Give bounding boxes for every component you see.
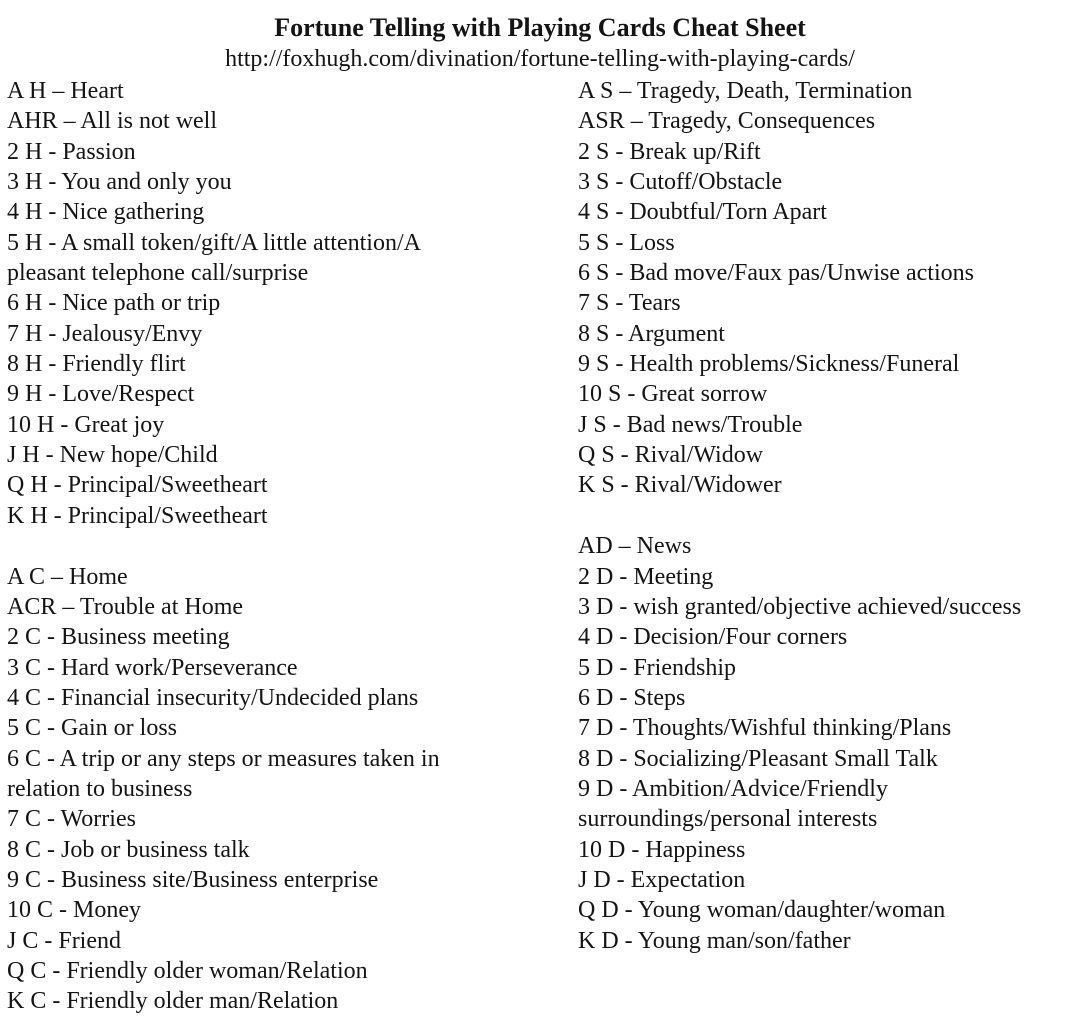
card-meaning-line: 9 H - Love/Respect (7, 381, 195, 408)
card-meaning-line: 9 D - Ambition/Advice/Friendly (578, 775, 888, 802)
card-meaning-line: K D - Young man/son/father (578, 927, 851, 954)
card-meaning-line: 10 D - Happiness (578, 836, 746, 863)
card-meaning-line: ACR – Trouble at Home (7, 593, 244, 620)
card-meaning-line: 10 C - Money (7, 897, 141, 924)
card-meaning-line: relation to business (7, 775, 193, 802)
card-meaning-line: K H - Principal/Sweetheart (7, 502, 268, 529)
card-meaning-line: 9 C - Business site/Business enterprise (7, 866, 379, 893)
card-meaning-line: 3 C - Hard work/Perseverance (7, 654, 298, 681)
card-meaning-line: A H – Heart (7, 78, 124, 104)
card-meaning-line: 4 C - Financial insecurity/Undecided plans (7, 684, 419, 711)
card-meaning-line: J H - New hope/Child (7, 442, 218, 469)
card-meaning-line: 6 C - A trip or any steps or measures taken in (7, 745, 440, 772)
card-meaning-line: 3 S - Cutoff/Obstacle (578, 169, 783, 196)
card-meaning-line: 10 H - Great joy (7, 411, 165, 438)
card-meaning-line: 8 C - Job or business talk (7, 836, 250, 863)
card-meaning-line: 8 D - Socializing/Pleasant Small Talk (578, 745, 938, 772)
column-spades-diamonds (578, 76, 1078, 956)
card-meaning-line: pleasant telephone call/surprise (7, 260, 309, 287)
card-meaning-line: 2 C - Business meeting (7, 624, 230, 651)
source-url-text: http://foxhugh.com/divination/fortune-telling-with-playing-cards/ (225, 46, 855, 72)
card-meaning-line: K C - Friendly older man/Relation (7, 988, 339, 1015)
blank-line (578, 501, 1078, 531)
card-meaning-line: Q C - Friendly older woman/Relation (7, 957, 368, 984)
card-meaning-line: 9 S - Health problems/Sickness/Funeral (578, 351, 960, 378)
card-meaning-line: AHR – All is not well (7, 108, 218, 135)
card-meaning-line: AD – News (578, 533, 692, 560)
card-meaning-line: 4 H - Nice gathering (7, 199, 205, 226)
card-meaning-line: 8 H - Friendly flirt (7, 351, 186, 378)
card-meaning-line: J C - Friend (7, 927, 121, 954)
card-meaning-line: 7 C - Worries (7, 806, 136, 833)
page-title: Fortune Telling with Playing Cards Cheat Sheet (274, 13, 806, 42)
card-meaning-line: J D - Expectation (578, 866, 746, 893)
card-meaning-line: Q S - Rival/Widow (578, 442, 764, 469)
column-hearts-clubs (7, 76, 552, 1017)
card-meaning-line: 2 H - Passion (7, 138, 136, 165)
document-header (0, 12, 1080, 74)
card-meaning-line: 7 S - Tears (578, 290, 681, 317)
card-meaning-line: J S - Bad news/Trouble (578, 411, 803, 438)
card-meaning-line: 3 H - You and only you (7, 169, 232, 196)
card-meaning-line: 6 H - Nice path or trip (7, 290, 221, 317)
card-meaning-line: 5 H - A small token/gift/A little attention/A (7, 229, 421, 256)
card-meaning-line: 2 D - Meeting (578, 563, 714, 590)
card-meaning-line: 3 D - wish granted/objective achieved/success (578, 593, 1022, 620)
card-meaning-line: 6 S - Bad move/Faux pas/Unwise actions (578, 260, 974, 287)
card-meaning-line: 5 S - Loss (578, 229, 675, 256)
card-meaning-line: Q D - Young woman/daughter/woman (578, 897, 946, 924)
card-meaning-line: 8 S - Argument (578, 320, 725, 347)
card-meaning-line: 5 C - Gain or loss (7, 715, 177, 742)
card-meaning-line: K S - Rival/Widower (578, 472, 782, 499)
card-meaning-line: Q H - Principal/Sweetheart (7, 472, 268, 499)
card-meaning-line: surroundings/personal interests (578, 806, 878, 833)
blank-line (7, 531, 552, 561)
card-meaning-line: 7 D - Thoughts/Wishful thinking/Plans (578, 715, 952, 742)
card-meaning-line: 7 H - Jealousy/Envy (7, 320, 203, 347)
card-meaning-line: A S – Tragedy, Death, Termination (578, 78, 913, 104)
card-meaning-line: 5 D - Friendship (578, 654, 736, 681)
card-meaning-line: 6 D - Steps (578, 684, 686, 711)
card-meaning-line: 4 D - Decision/Four corners (578, 624, 848, 651)
card-meaning-line: A C – Home (7, 563, 128, 590)
card-meaning-line: 10 S - Great sorrow (578, 381, 768, 408)
card-meaning-line: 2 S - Break up/Rift (578, 138, 761, 165)
card-meaning-line: 4 S - Doubtful/Torn Apart (578, 199, 827, 226)
card-meaning-line: ASR – Tragedy, Consequences (578, 108, 876, 135)
